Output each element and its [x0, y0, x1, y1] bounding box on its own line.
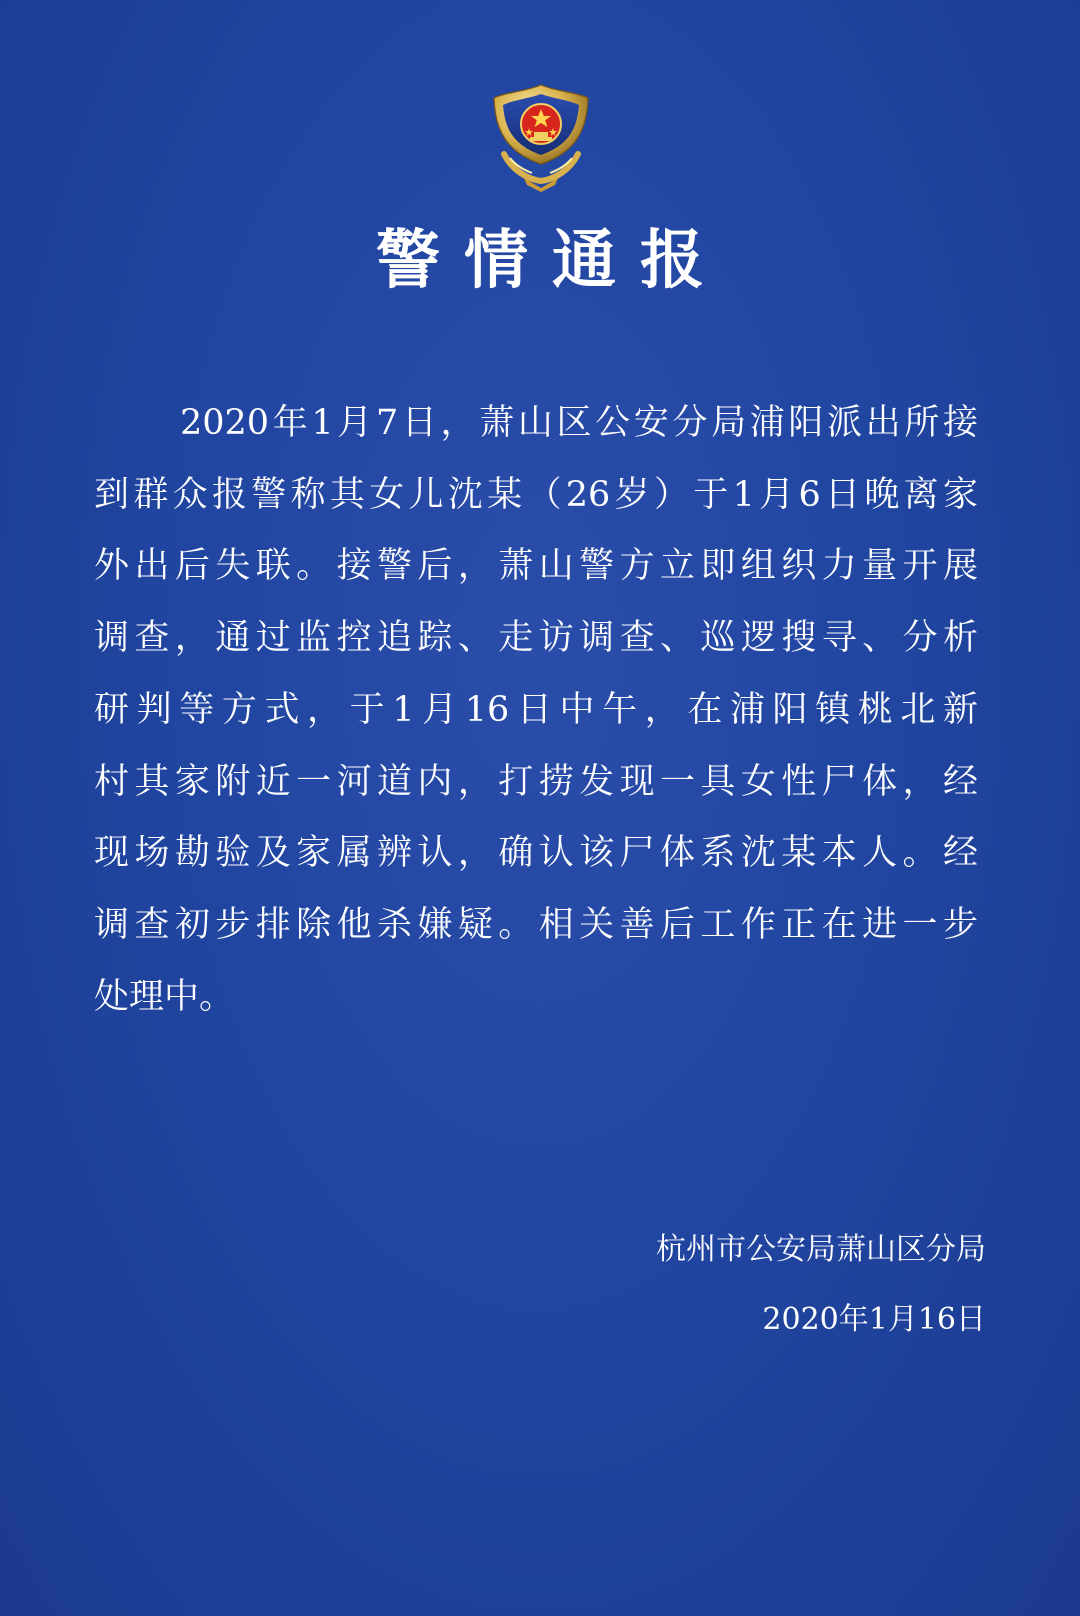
issue-date: 2020年1月16日 [762, 1302, 986, 1337]
police-badge-icon [486, 82, 596, 192]
notice-line-8: 调查初步排除他杀嫌疑。相关善后工作正在进一步 [94, 904, 978, 945]
notice-line-1: 2020年1月7日，萧山区公安分局浦阳派出所接 [180, 403, 978, 443]
notice-line-3: 外出后失联。接警后，萧山警方立即组织力量开展 [94, 546, 978, 587]
issuer-name: 杭州市公安局萧山区分局 [656, 1232, 986, 1267]
notice-line-9: 处理中。 [94, 976, 235, 1017]
notice-line-6: 村其家附近一河道内，打捞发现一具女性尸体，经 [94, 761, 978, 802]
notice-line-2: 到群众报警称其女儿沈某（26岁）于1月6日晚离家 [94, 474, 978, 515]
notice-line-4: 调查，通过监控追踪、走访调查、巡逻搜寻、分析 [94, 618, 978, 659]
notice-line-5: 研判等方式，于1月16日中午，在浦阳镇桃北新 [94, 689, 978, 730]
notice-title: 警情通报 [376, 224, 728, 298]
notice-line-7: 现场勘验及家属辨认，确认该尸体系沈某本人。经 [94, 833, 978, 874]
notice-body [94, 388, 978, 1033]
